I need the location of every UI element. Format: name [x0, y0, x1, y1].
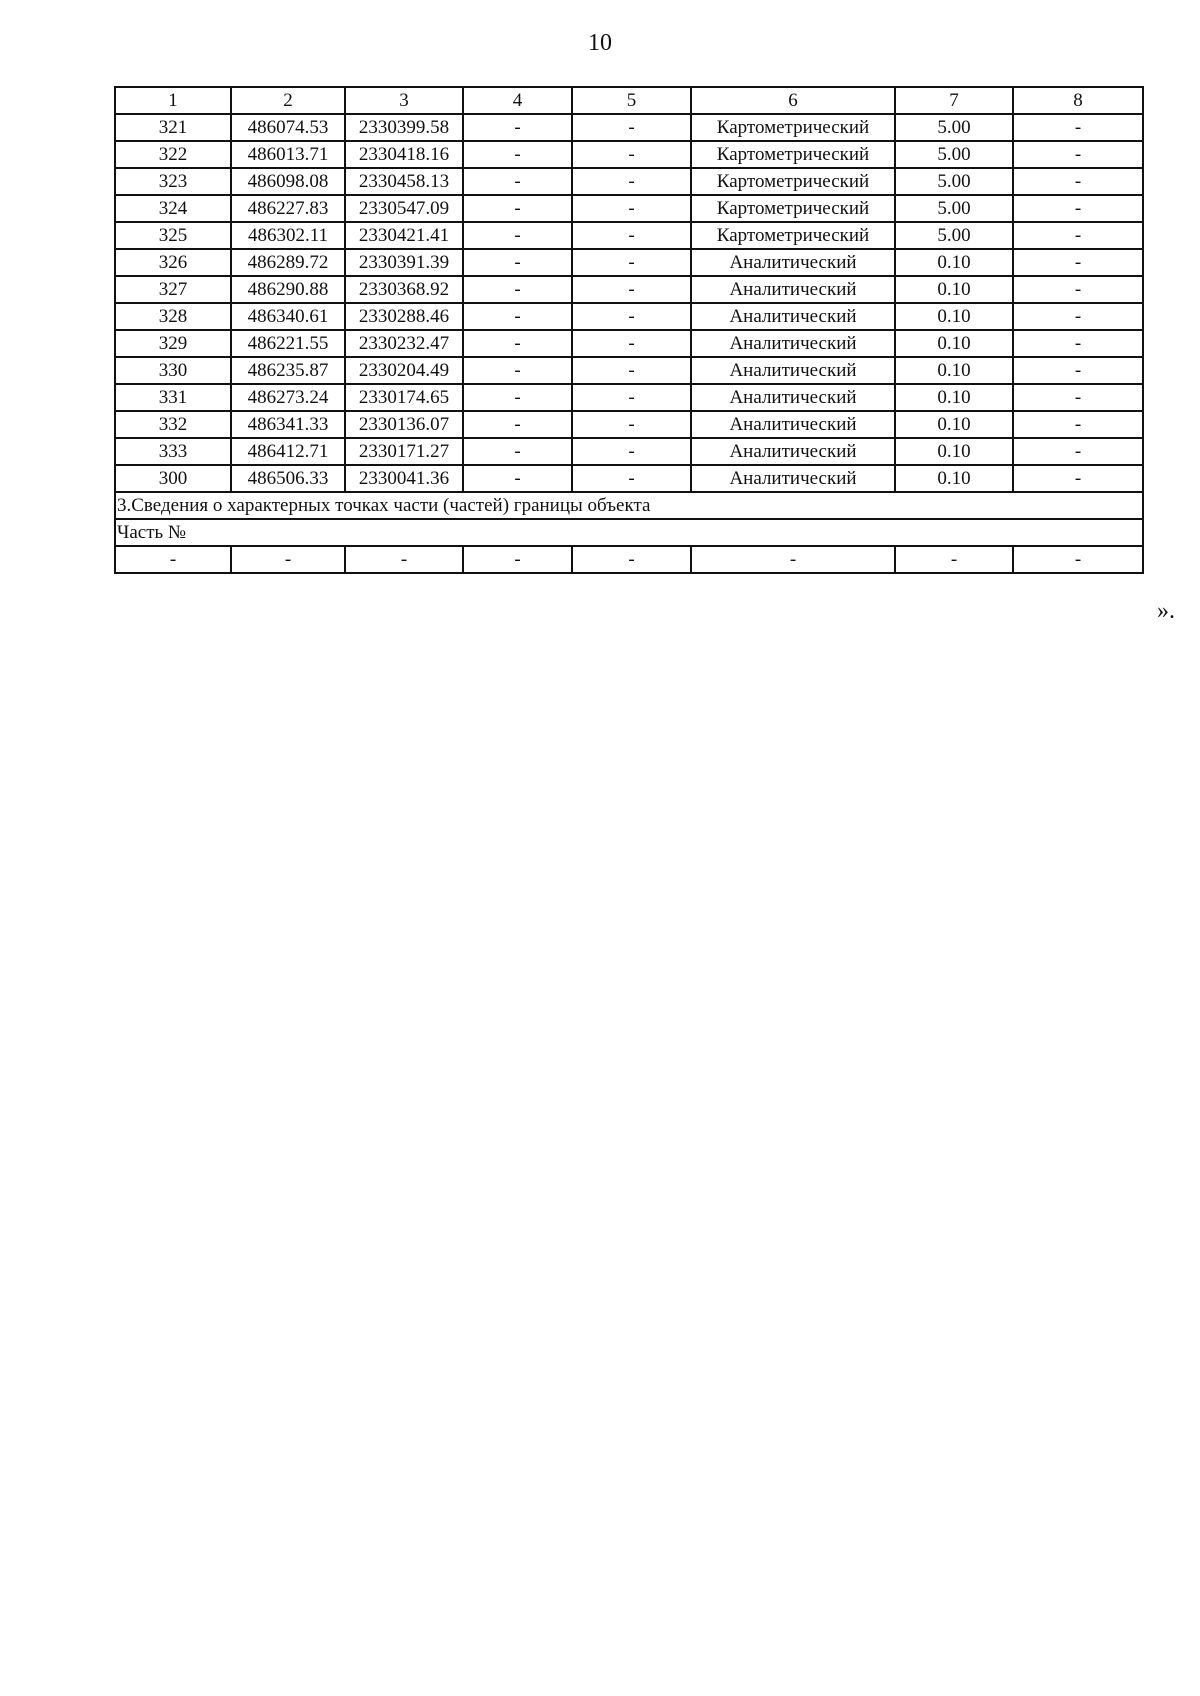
table-cell: -: [1013, 276, 1143, 303]
table-cell: 486290.88: [231, 276, 345, 303]
table-cell: Картометрический: [691, 141, 895, 168]
table-cell: 486302.11: [231, 222, 345, 249]
table-cell: 328: [115, 303, 231, 330]
table-cell: 486341.33: [231, 411, 345, 438]
table-cell: -: [463, 195, 572, 222]
page-number: 10: [588, 30, 612, 56]
table-cell: 324: [115, 195, 231, 222]
table-cell: 0.10: [895, 411, 1013, 438]
table-cell: 2330288.46: [345, 303, 463, 330]
column-header: 8: [1013, 87, 1143, 114]
table-cell: -: [463, 411, 572, 438]
table-row: [115, 276, 1143, 303]
closing-quote: ».: [1157, 598, 1175, 624]
table-row: [115, 168, 1143, 195]
table-cell: -: [572, 411, 691, 438]
table-cell: 486506.33: [231, 465, 345, 492]
table-cell: 2330547.09: [345, 195, 463, 222]
table-cell: -: [463, 141, 572, 168]
table-cell: 486074.53: [231, 114, 345, 141]
table-cell: -: [1013, 303, 1143, 330]
table-row: [115, 195, 1143, 222]
table-cell: 0.10: [895, 249, 1013, 276]
table-body: [115, 87, 1143, 573]
table-cell: 326: [115, 249, 231, 276]
column-header: 4: [463, 87, 572, 114]
table-cell: Картометрический: [691, 114, 895, 141]
table-cell: 327: [115, 276, 231, 303]
table-cell: 2330418.16: [345, 141, 463, 168]
table-cell: 486013.71: [231, 141, 345, 168]
table-cell: -: [1013, 357, 1143, 384]
table-cell: 329: [115, 330, 231, 357]
table-cell: 2330368.92: [345, 276, 463, 303]
part-label-row: [115, 519, 1143, 546]
table-cell: 5.00: [895, 195, 1013, 222]
table-row: [115, 465, 1143, 492]
table-cell: -: [1013, 330, 1143, 357]
table-cell: 0.10: [895, 330, 1013, 357]
table-row: [115, 303, 1143, 330]
table-cell: -: [1013, 168, 1143, 195]
table-cell: 486273.24: [231, 384, 345, 411]
part-label: Часть №: [115, 519, 1143, 546]
table-cell: 332: [115, 411, 231, 438]
table-cell: -: [572, 546, 691, 573]
table-cell: -: [572, 276, 691, 303]
table-cell: 331: [115, 384, 231, 411]
table-cell: 0.10: [895, 276, 1013, 303]
column-header: 5: [572, 87, 691, 114]
table-cell: -: [572, 465, 691, 492]
table-cell: 0.10: [895, 303, 1013, 330]
table-cell: -: [463, 357, 572, 384]
table-cell: -: [572, 330, 691, 357]
table-cell: 2330232.47: [345, 330, 463, 357]
coordinates-table: [114, 86, 1144, 574]
table-row: [115, 114, 1143, 141]
table-cell: 333: [115, 438, 231, 465]
column-header: 7: [895, 87, 1013, 114]
table-cell: -: [572, 195, 691, 222]
table-cell: Аналитический: [691, 411, 895, 438]
table-cell: 5.00: [895, 222, 1013, 249]
table-row: [115, 357, 1143, 384]
table-cell: 300: [115, 465, 231, 492]
table-cell: 486412.71: [231, 438, 345, 465]
table-cell: -: [1013, 384, 1143, 411]
empty-row: [115, 546, 1143, 573]
table-row: [115, 330, 1143, 357]
table-cell: Картометрический: [691, 222, 895, 249]
table-cell: Аналитический: [691, 330, 895, 357]
table-cell: 2330391.39: [345, 249, 463, 276]
table-cell: -: [572, 438, 691, 465]
table-cell: Аналитический: [691, 384, 895, 411]
table-cell: -: [1013, 222, 1143, 249]
table-cell: -: [231, 546, 345, 573]
table-cell: Аналитический: [691, 303, 895, 330]
table-cell: -: [345, 546, 463, 573]
table-cell: 323: [115, 168, 231, 195]
table-cell: -: [463, 249, 572, 276]
table-cell: -: [1013, 249, 1143, 276]
table-cell: 2330399.58: [345, 114, 463, 141]
table-cell: 2330041.36: [345, 465, 463, 492]
section-title-row: [115, 492, 1143, 519]
table-cell: -: [1013, 438, 1143, 465]
table-row: [115, 384, 1143, 411]
table-cell: -: [1013, 195, 1143, 222]
column-header: 1: [115, 87, 231, 114]
table-cell: -: [572, 168, 691, 195]
table-header-row: [115, 87, 1143, 114]
table-cell: -: [463, 438, 572, 465]
table-cell: -: [1013, 465, 1143, 492]
table-cell: -: [463, 546, 572, 573]
table-cell: -: [463, 276, 572, 303]
table-cell: 486227.83: [231, 195, 345, 222]
table-cell: -: [1013, 546, 1143, 573]
table-cell: 325: [115, 222, 231, 249]
table-cell: -: [895, 546, 1013, 573]
table-cell: 2330171.27: [345, 438, 463, 465]
table-cell: 0.10: [895, 465, 1013, 492]
table-cell: -: [572, 114, 691, 141]
table-cell: 2330458.13: [345, 168, 463, 195]
column-header: 6: [691, 87, 895, 114]
table-cell: 322: [115, 141, 231, 168]
table-cell: 321: [115, 114, 231, 141]
table-cell: -: [572, 141, 691, 168]
table-cell: 2330136.07: [345, 411, 463, 438]
table-cell: 5.00: [895, 141, 1013, 168]
table-cell: -: [1013, 411, 1143, 438]
table-cell: -: [463, 114, 572, 141]
table-cell: 2330421.41: [345, 222, 463, 249]
table-cell: -: [115, 546, 231, 573]
table-row: [115, 438, 1143, 465]
table-cell: -: [572, 384, 691, 411]
table-cell: Аналитический: [691, 276, 895, 303]
section-title: 3.Сведения о характерных точках части (частей) границы объекта: [115, 492, 1143, 519]
table-cell: Аналитический: [691, 465, 895, 492]
table-cell: 486340.61: [231, 303, 345, 330]
table-row: [115, 411, 1143, 438]
table-cell: -: [572, 357, 691, 384]
table-cell: 486098.08: [231, 168, 345, 195]
table-cell: Аналитический: [691, 438, 895, 465]
table-cell: Аналитический: [691, 357, 895, 384]
table-cell: 5.00: [895, 114, 1013, 141]
column-header: 2: [231, 87, 345, 114]
table-cell: -: [463, 465, 572, 492]
table-cell: -: [463, 222, 572, 249]
table-row: [115, 141, 1143, 168]
table-cell: 486235.87: [231, 357, 345, 384]
table-cell: 5.00: [895, 168, 1013, 195]
table-cell: Картометрический: [691, 195, 895, 222]
table-row: [115, 222, 1143, 249]
table-cell: 330: [115, 357, 231, 384]
table-cell: Картометрический: [691, 168, 895, 195]
table-cell: -: [691, 546, 895, 573]
table-cell: -: [1013, 114, 1143, 141]
table-cell: -: [572, 249, 691, 276]
table-cell: -: [463, 384, 572, 411]
table-cell: -: [572, 222, 691, 249]
table-cell: 486289.72: [231, 249, 345, 276]
table-cell: 0.10: [895, 438, 1013, 465]
table-cell: 2330204.49: [345, 357, 463, 384]
column-header: 3: [345, 87, 463, 114]
table-row: [115, 249, 1143, 276]
table-cell: 0.10: [895, 357, 1013, 384]
table-cell: 2330174.65: [345, 384, 463, 411]
table-cell: -: [1013, 141, 1143, 168]
table-cell: Аналитический: [691, 249, 895, 276]
table-cell: 486221.55: [231, 330, 345, 357]
table-cell: -: [463, 303, 572, 330]
table-cell: -: [572, 303, 691, 330]
table-cell: 0.10: [895, 384, 1013, 411]
table-cell: -: [463, 168, 572, 195]
table-cell: -: [463, 330, 572, 357]
